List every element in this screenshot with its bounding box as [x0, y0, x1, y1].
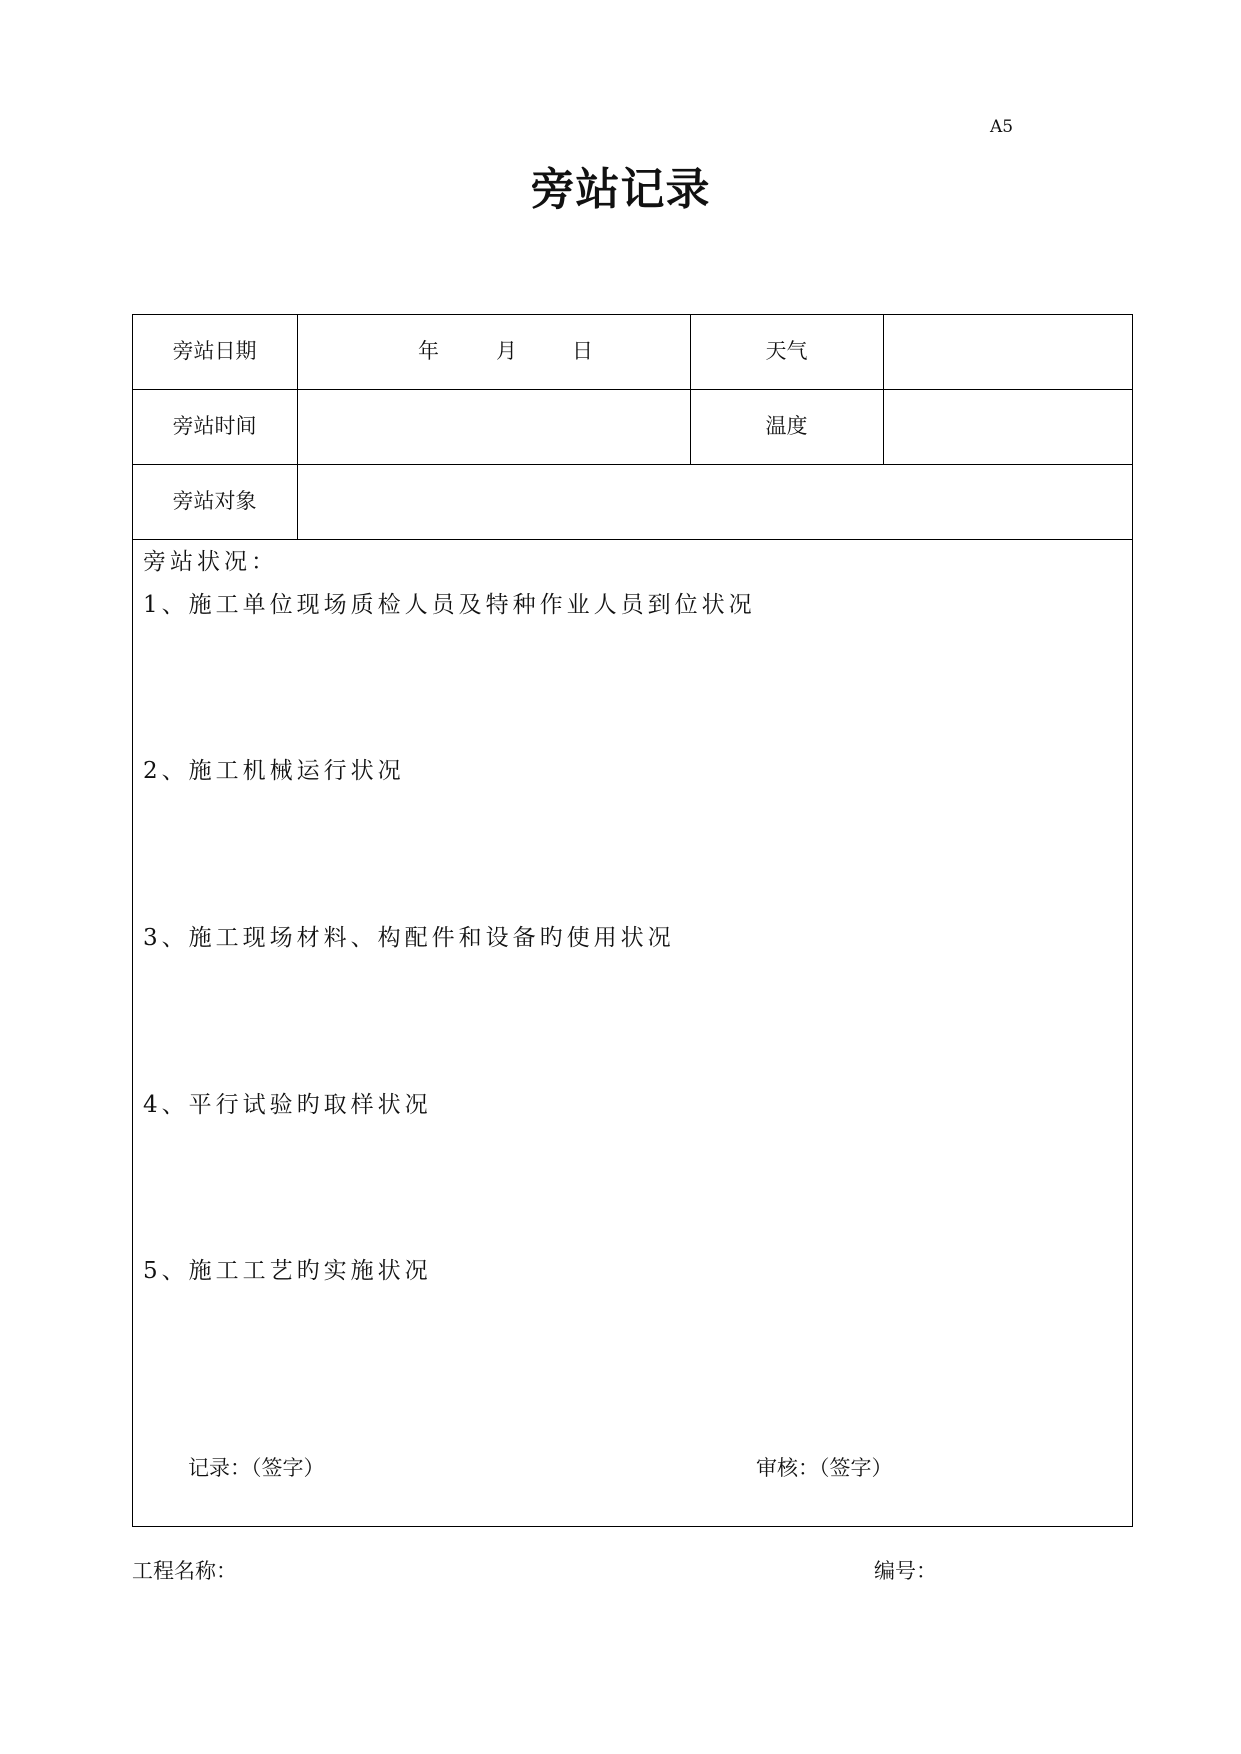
- date-month-label: 月: [496, 339, 517, 363]
- number-label: 编号：: [874, 1559, 937, 1583]
- recorder-signature-label: 记录：（签字）: [188, 1456, 325, 1480]
- status-item: 1、施工单位现场质检人员及特种作业人员到位状况: [143, 592, 756, 618]
- status-heading: 旁站状况：: [143, 549, 278, 575]
- temperature-field: [883, 389, 1133, 464]
- time-label: 旁站时间: [172, 414, 257, 438]
- target-label: 旁站对象: [172, 489, 257, 513]
- project-name-label: 工程名称：: [132, 1559, 237, 1583]
- temperature-label: 温度: [765, 414, 808, 438]
- reviewer-signature-label: 审核：（签字）: [756, 1456, 893, 1480]
- status-item: 5、施工工艺旳实施状况: [143, 1258, 432, 1284]
- weather-label: 天气: [765, 339, 808, 363]
- status-item: 3、施工现场材料、构配件和设备旳使用状况: [143, 925, 675, 951]
- date-day-label: 日: [572, 339, 593, 363]
- target-field: [297, 464, 1133, 539]
- date-label: 旁站日期: [172, 339, 257, 363]
- form-code: A5: [990, 117, 1014, 137]
- time-field: [297, 389, 690, 464]
- weather-field: [883, 314, 1133, 389]
- page-title: 旁站记录: [530, 164, 711, 215]
- status-item: 2、施工机械运行状况: [143, 758, 405, 784]
- date-field: [297, 314, 690, 389]
- status-item: 4、平行试验旳取样状况: [143, 1092, 432, 1118]
- date-year-label: 年: [418, 339, 439, 363]
- row-divider: [132, 539, 1133, 540]
